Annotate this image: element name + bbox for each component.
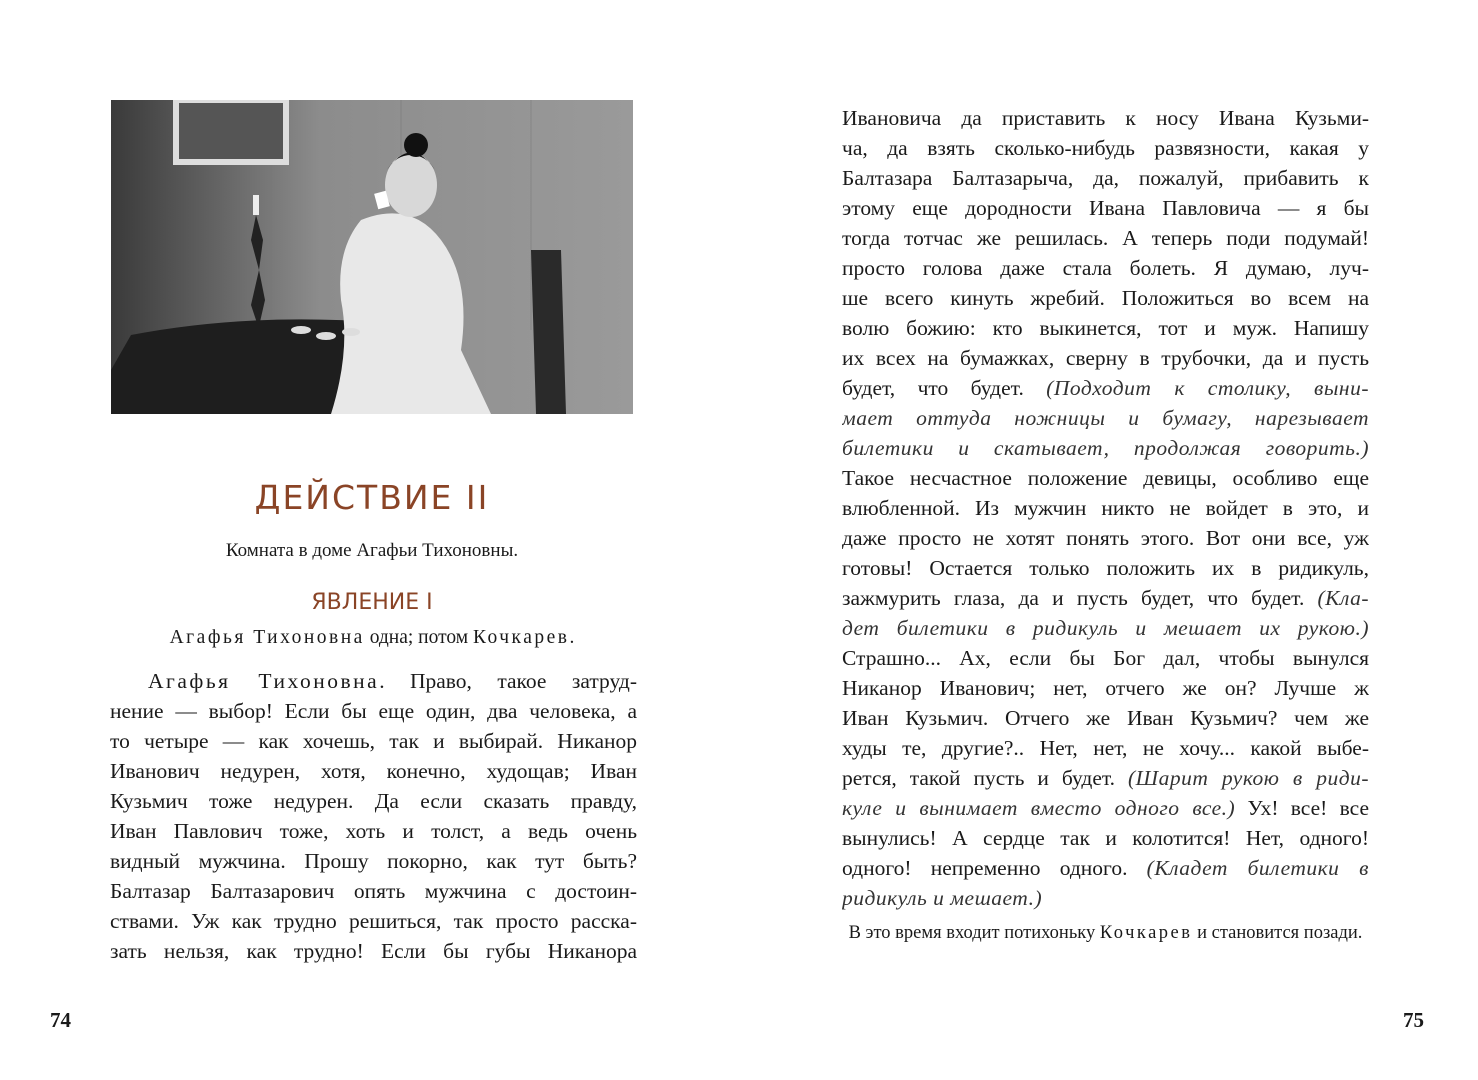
text-segment: Ух! все! все [1235,796,1369,820]
text-line [842,793,1369,823]
text-line [842,223,1369,253]
text-line [842,253,1369,283]
text-segment: одна; потом [364,627,473,648]
page-number-right: 75 [1403,1008,1424,1032]
text-line [842,673,1369,703]
act-title: ДЕЙСТВИЕ II [254,478,490,517]
text-segment: и становится позади. [1192,923,1363,943]
text-segment: Страшно... Ах, если бы Бог дал, чтобы вынулся [842,646,1369,670]
text-line [842,493,1369,523]
text-segment: ствами. Уж как трудно решиться, так просто расска- [110,909,637,933]
text-segment: В это время входит потихоньку [848,923,1100,943]
text-segment: . Право, такое затруд- [379,669,637,693]
text-segment: одного! непременно одного. [842,856,1147,880]
stage-remark: дет билетики в ридикуль и мешает их рукою.) [842,616,1369,640]
text-segment: даже просто не хотят понять этого. Вот они все, уж [842,526,1369,550]
stage-remark: (Кладет билетики в [1146,856,1369,880]
text-segment: вынулись! А сердце так и колотится! Нет, одного! [842,826,1369,850]
scene-title: ЯВЛЕНИЕ I [311,590,433,615]
text-segment: худы те, другие?.. Нет, нет, не хочу... какой выбе- [842,736,1369,760]
stage-remark: куле и вынимает вместо одного все.) [842,796,1236,820]
text-line [110,906,637,936]
text-line [842,523,1369,553]
text-segment: Кузьмич тоже недурен. Да если сказать правду, [110,789,637,813]
text-segment: Балтазара Балтазарыча, да, пожалуй, прибавить к [842,166,1369,190]
text-line [110,846,637,876]
text-line [842,553,1369,583]
text-segment: нение — выбор! Если бы еще один, два человека, а [110,699,637,723]
stage-remark: (Шарит рукою в риди- [1128,766,1369,790]
text-line [842,643,1369,673]
text-line [842,403,1369,433]
text-segment: видный мужчина. Прошу покорно, как тут быть? [110,849,637,873]
text-segment: ча, да взять сколько-нибудь развязности, какая у [842,136,1369,160]
text-line [842,883,1369,913]
text-line [842,343,1369,373]
text-segment: зать нельзя, как трудно! Если бы губы Никанора [110,939,637,963]
text-line [110,786,637,816]
setting-description: Комната в доме Агафьи Тихоновны. [225,540,519,561]
text-line [842,853,1369,883]
text-line [842,733,1369,763]
text-line [110,816,637,846]
text-line [842,283,1369,313]
character-name: Кочкарев [1099,923,1193,943]
text-segment: волю божию: кто выкинется, тот и муж. Напишу [842,316,1369,340]
text-segment: Иванович недурен, хотя, конечно, худощав; Иван [110,759,637,783]
text-segment: тогда тотчас же решилась. А теперь поди подумай! [842,226,1369,250]
text-line [842,583,1369,613]
text-line [110,666,637,696]
illustration-woman-with-cards [111,100,633,414]
text-line [110,726,637,756]
text-line [842,703,1369,733]
text-segment: Никанор Иванович; нет, отчего же он? Лучше ж [842,676,1369,700]
text-line [842,463,1369,493]
text-segment: Балтазар Балтазарович опять мужчина с достоин- [110,879,637,903]
text-line [842,613,1369,643]
text-segment: рется, такой пусть и будет. [842,766,1128,790]
page-number-left: 74 [50,1008,71,1032]
character-name: Кочкарев [472,627,570,648]
text-line [110,696,637,726]
stage-remark: (Подходит к столику, выни- [1046,376,1369,400]
text-segment: будет, что будет. [842,376,1047,400]
character-name: Агафья Тихоновна [169,627,365,648]
text-segment: Иван Кузьмич. Отчего же Иван Кузьмич? чем же [842,706,1369,730]
text-line [842,433,1369,463]
stage-remark: мает оттуда ножницы и бумагу, нарезывает [842,406,1369,430]
text-line [842,193,1369,223]
stage-direction [842,920,1369,947]
text-segment: их всех на бумажках, сверну в трубочки, да и пусть [842,346,1369,370]
text-line [110,876,637,906]
text-line [842,133,1369,163]
text-line [842,373,1369,403]
text-segment: этому еще дородности Ивана Павловича — я бы [842,196,1369,220]
text-segment: готовы! Остается только положить их в ридикуль, [842,556,1369,580]
stage-remark: ридикуль и мешает.) [842,886,1043,910]
right-page-body [842,103,1369,913]
text-line [110,936,637,966]
text-segment: . [569,627,575,648]
text-segment: то четыре — как хочешь, так и выбирай. Никанор [110,729,637,753]
stage-remark: (Кла- [1317,586,1369,610]
left-page-body [110,666,637,966]
text-segment: Иван Павлович тоже, хоть и толст, а ведь очень [110,819,637,843]
character-name: Агафья Тихоновна [148,669,380,693]
scene-cast [111,627,633,649]
text-line [842,823,1369,853]
text-line [110,756,637,786]
text-segment: просто голова даже стала болеть. Я думаю, луч- [842,256,1369,280]
text-segment: Такое несчастное положение девицы, особливо еще [842,466,1369,490]
stage-remark: билетики и скатывает, продолжая говорить.) [842,436,1369,460]
text-segment: ше всего кинуть жребий. Положиться во всем на [842,286,1369,310]
text-segment: Ивановича да приставить к носу Ивана Кузьми- [842,106,1369,130]
text-line [842,163,1369,193]
text-segment: зажмурить глаза, да и пусть будет, что будет. [842,586,1318,610]
text-line [842,313,1369,343]
text-line [842,763,1369,793]
text-line [842,103,1369,133]
text-segment: влюбленной. Из мужчин никто не войдет в это, и [842,496,1369,520]
